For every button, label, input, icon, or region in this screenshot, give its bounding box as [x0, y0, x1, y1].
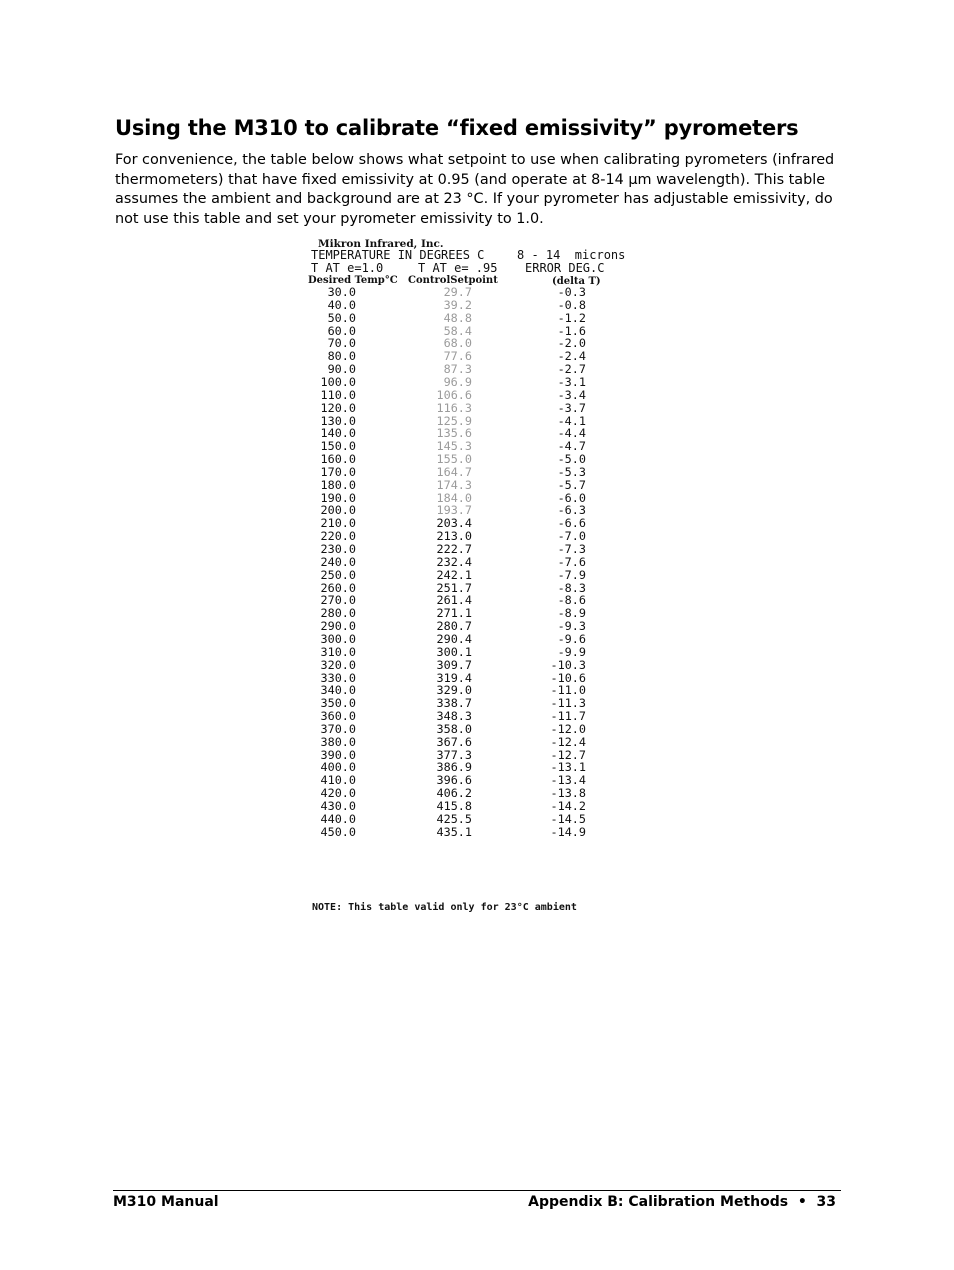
- col2-emissivity-label: T AT e= .95: [418, 261, 498, 275]
- delta-t-cell: -10.3: [550, 657, 586, 672]
- footer-page-info: Appendix B: Calibration Methods • 33: [528, 1194, 836, 1210]
- desired-temp-cell: 50.0: [327, 310, 356, 325]
- desired-temp-cell: 380.0: [320, 734, 356, 749]
- desired-temp-cell: 80.0: [327, 349, 356, 364]
- delta-t-cell: -0.8: [557, 297, 586, 312]
- desired-temp-cell: 180.0: [320, 477, 356, 492]
- desired-temp-cell: 110.0: [320, 387, 356, 402]
- delta-t-cell: -1.2: [557, 310, 586, 325]
- delta-t-cell: -7.9: [557, 567, 586, 582]
- delta-t-cell: -14.9: [550, 824, 586, 839]
- control-setpoint-cell: 58.4: [443, 323, 472, 338]
- delta-t-cell: -2.0: [557, 336, 586, 351]
- desired-temp-cell: 140.0: [320, 426, 356, 441]
- control-setpoint-cell: 164.7: [436, 464, 472, 479]
- intro-paragraph: For convenience, the table below shows what setpoint to use when calibrating pyrometers (infrared thermometers) that have fixed emissivity at 0.95 (and operate at 8-14 µm wavelength). This table assumes the ambient and background are at 23 °C. If your pyrometer has adjustable emissivity, do not use this table and set your pyrometer emissivity to 1.0.: [115, 152, 835, 227]
- control-setpoint-cell: 232.4: [436, 554, 472, 569]
- control-setpoint-cell: 251.7: [436, 580, 472, 595]
- table-row: [304, 299, 648, 312]
- control-setpoint-cell: 396.6: [436, 773, 472, 788]
- control-setpoint-cell: 386.9: [436, 760, 472, 775]
- delta-t-cell: -3.7: [557, 400, 586, 415]
- desired-temp-cell: 210.0: [320, 516, 356, 531]
- control-setpoint-cell: 48.8: [443, 310, 472, 325]
- desired-temp-cell: 220.0: [320, 529, 356, 544]
- delta-t-cell: -12.4: [550, 734, 586, 749]
- table-row: [304, 826, 648, 839]
- control-setpoint-cell: 377.3: [436, 747, 472, 762]
- desired-temp-cell: 280.0: [320, 606, 356, 621]
- delta-t-cell: -11.0: [550, 683, 586, 698]
- delta-t-cell: -4.7: [557, 439, 586, 454]
- delta-t-cell: -14.2: [550, 799, 586, 813]
- delta-t-cell: -3.1: [557, 374, 586, 389]
- desired-temp-cell: 430.0: [320, 799, 356, 813]
- desired-temp-cell: 90.0: [327, 362, 356, 377]
- desired-temp-cell: 130.0: [320, 413, 356, 428]
- table-row: [304, 633, 648, 646]
- table-note: NOTE: This table valid only for 23°C ambient: [312, 902, 577, 913]
- table-row: [304, 620, 648, 633]
- control-setpoint-cell: 358.0: [436, 721, 472, 736]
- delta-t-cell: -8.3: [557, 580, 586, 595]
- control-setpoint-cell: 406.2: [436, 786, 472, 801]
- delta-t-cell: -1.6: [557, 323, 586, 338]
- delta-t-cell: -0.3: [557, 285, 586, 299]
- section-heading: Using the M310 to calibrate “fixed emissivity” pyrometers: [115, 116, 799, 140]
- delta-t-cell: -5.3: [557, 464, 586, 479]
- delta-t-cell: -10.6: [550, 670, 586, 685]
- control-setpoint-cell: 213.0: [436, 529, 472, 544]
- control-setpoint-cell: 145.3: [436, 439, 472, 454]
- desired-temp-cell: 40.0: [327, 297, 356, 312]
- control-setpoint-cell: 106.6: [436, 387, 472, 402]
- control-setpoint-cell: 271.1: [436, 606, 472, 621]
- table-row: [304, 646, 648, 659]
- delta-t-cell: -7.0: [557, 529, 586, 544]
- control-setpoint-cell: 77.6: [443, 349, 472, 364]
- desired-temp-cell: 420.0: [320, 786, 356, 801]
- desired-temp-cell: 360.0: [320, 709, 356, 724]
- delta-t-cell: -13.1: [550, 760, 586, 775]
- control-setpoint-cell: 290.4: [436, 631, 472, 646]
- table-row: [304, 376, 648, 389]
- control-setpoint-cell: 29.7: [443, 285, 472, 299]
- control-setpoint-cell: 329.0: [436, 683, 472, 698]
- control-setpoint-cell: 367.6: [436, 734, 472, 749]
- control-setpoint-cell: 222.7: [436, 542, 472, 556]
- desired-temp-cell: 270.0: [320, 593, 356, 608]
- control-setpoint-cell: 415.8: [436, 799, 472, 813]
- desired-temp-cell: 320.0: [320, 657, 356, 672]
- table-row: [304, 723, 648, 736]
- desired-temp-cell: 340.0: [320, 683, 356, 698]
- table-row: [304, 800, 648, 813]
- desired-temp-cell: 390.0: [320, 747, 356, 762]
- table-wavelength-label: 8 - 14 microns: [517, 248, 626, 262]
- desired-temp-cell: 350.0: [320, 696, 356, 711]
- desired-temp-cell: 250.0: [320, 567, 356, 582]
- control-setpoint-cell: 87.3: [443, 362, 472, 377]
- desired-temp-cell: 290.0: [320, 619, 356, 634]
- table-row: [304, 402, 648, 415]
- desired-temp-cell: 150.0: [320, 439, 356, 454]
- delta-t-cell: -5.7: [557, 477, 586, 492]
- control-setpoint-cell: 96.9: [443, 374, 472, 389]
- control-setpoint-cell: 261.4: [436, 593, 472, 608]
- desired-temp-cell: 30.0: [327, 285, 356, 299]
- desired-temp-cell: 450.0: [320, 824, 356, 839]
- delta-t-cell: -13.8: [550, 786, 586, 801]
- desired-temp-cell: 230.0: [320, 542, 356, 556]
- desired-temp-cell: 260.0: [320, 580, 356, 595]
- table-row: [304, 710, 648, 723]
- delta-t-cell: -6.0: [557, 490, 586, 505]
- control-setpoint-cell: 125.9: [436, 413, 472, 428]
- delta-t-cell: -9.3: [557, 619, 586, 634]
- table-row: [304, 286, 648, 299]
- control-setpoint-cell: 280.7: [436, 619, 472, 634]
- table-row: [304, 543, 648, 556]
- table-row: [304, 363, 648, 376]
- col1-header: Desired Temp°C: [308, 275, 398, 286]
- desired-temp-cell: 200.0: [320, 503, 356, 518]
- delta-t-cell: -12.7: [550, 747, 586, 762]
- control-setpoint-cell: 203.4: [436, 516, 472, 531]
- table-row: [304, 389, 648, 402]
- table-row: [304, 569, 648, 582]
- delta-t-cell: -9.9: [557, 644, 586, 659]
- delta-t-cell: -2.7: [557, 362, 586, 377]
- delta-t-cell: -2.4: [557, 349, 586, 364]
- calibration-table-image: [304, 238, 648, 916]
- footer-manual-title: M310 Manual: [113, 1194, 219, 1210]
- desired-temp-cell: 440.0: [320, 811, 356, 826]
- control-setpoint-cell: 39.2: [443, 297, 472, 312]
- desired-temp-cell: 100.0: [320, 374, 356, 389]
- control-setpoint-cell: 309.7: [436, 657, 472, 672]
- delta-t-cell: -6.3: [557, 503, 586, 518]
- delta-t-cell: -7.3: [557, 542, 586, 556]
- delta-t-cell: -13.4: [550, 773, 586, 788]
- table-row: [304, 466, 648, 479]
- table-row: [304, 312, 648, 325]
- control-setpoint-cell: 300.1: [436, 644, 472, 659]
- delta-t-cell: -3.4: [557, 387, 586, 402]
- control-setpoint-cell: 68.0: [443, 336, 472, 351]
- col2-header: ControlSetpoint: [408, 275, 498, 286]
- delta-t-cell: -11.3: [550, 696, 586, 711]
- table-row: [304, 736, 648, 749]
- control-setpoint-cell: 116.3: [436, 400, 472, 415]
- delta-t-cell: -7.6: [557, 554, 586, 569]
- table-row: [304, 813, 648, 826]
- desired-temp-cell: 300.0: [320, 631, 356, 646]
- control-setpoint-cell: 425.5: [436, 811, 472, 826]
- control-setpoint-cell: 135.6: [436, 426, 472, 441]
- desired-temp-cell: 60.0: [327, 323, 356, 338]
- control-setpoint-cell: 319.4: [436, 670, 472, 685]
- col3-header: (delta T): [552, 276, 601, 287]
- delta-t-cell: -14.5: [550, 811, 586, 826]
- table-units-label: TEMPERATURE IN DEGREES C: [311, 248, 485, 262]
- control-setpoint-cell: 338.7: [436, 696, 472, 711]
- desired-temp-cell: 190.0: [320, 490, 356, 505]
- table-company-name: Mikron Infrared, Inc.: [318, 238, 444, 250]
- col3-error-label: ERROR DEG.C: [525, 261, 605, 275]
- table-row: [304, 659, 648, 672]
- control-setpoint-cell: 193.7: [436, 503, 472, 518]
- desired-temp-cell: 170.0: [320, 464, 356, 479]
- desired-temp-cell: 240.0: [320, 554, 356, 569]
- delta-t-cell: -8.6: [557, 593, 586, 608]
- col1-emissivity-label: T AT e=1.0: [311, 261, 384, 275]
- control-setpoint-cell: 242.1: [436, 567, 472, 582]
- footer-rule: [113, 1190, 841, 1191]
- delta-t-cell: -5.0: [557, 452, 586, 467]
- table-row: [304, 556, 648, 569]
- desired-temp-cell: 370.0: [320, 721, 356, 736]
- table-row: [304, 453, 648, 466]
- desired-temp-cell: 330.0: [320, 670, 356, 685]
- control-setpoint-cell: 174.3: [436, 477, 472, 492]
- desired-temp-cell: 400.0: [320, 760, 356, 775]
- delta-t-cell: -4.4: [557, 426, 586, 441]
- desired-temp-cell: 310.0: [320, 644, 356, 659]
- control-setpoint-cell: 184.0: [436, 490, 472, 505]
- delta-t-cell: -9.6: [557, 631, 586, 646]
- delta-t-cell: -6.6: [557, 516, 586, 531]
- delta-t-cell: -8.9: [557, 606, 586, 621]
- control-setpoint-cell: 155.0: [436, 452, 472, 467]
- desired-temp-cell: 410.0: [320, 773, 356, 788]
- desired-temp-cell: 160.0: [320, 452, 356, 467]
- desired-temp-cell: 70.0: [327, 336, 356, 351]
- control-setpoint-cell: 435.1: [436, 824, 472, 839]
- control-setpoint-cell: 348.3: [436, 709, 472, 724]
- table-row: [304, 479, 648, 492]
- desired-temp-cell: 120.0: [320, 400, 356, 415]
- delta-t-cell: -11.7: [550, 709, 586, 724]
- delta-t-cell: -4.1: [557, 413, 586, 428]
- delta-t-cell: -12.0: [550, 721, 586, 736]
